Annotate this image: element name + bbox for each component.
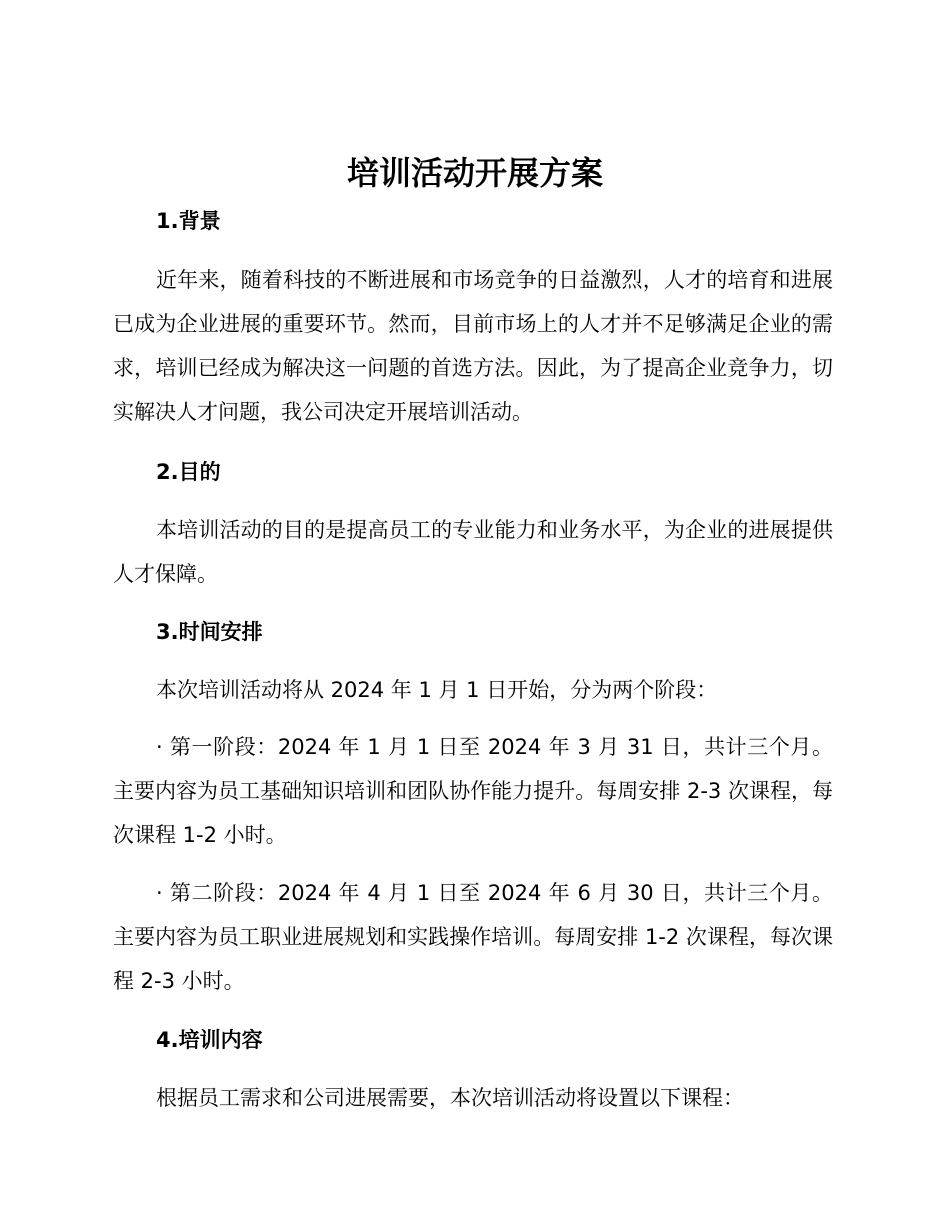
section-heading-schedule: 3.时间安排 xyxy=(156,620,263,644)
paragraph-phase-two: · 第二阶段：2024 年 4 月 1 日至 2024 年 6 月 30 日，共计三个月。主要内容为员工职业进展规划和实践操作培训。每周安排 1-2 次课程，每次课程 2-3 小时。 xyxy=(113,881,833,993)
document-title: 培训活动开展方案 xyxy=(346,154,603,192)
paragraph-content-intro: 根据员工需求和公司进展需要，本次培训活动将设置以下课程： xyxy=(156,1086,744,1110)
section-heading-purpose: 2.目的 xyxy=(156,460,221,484)
paragraph-purpose: 本培训活动的目的是提高员工的专业能力和业务水平，为企业的进展提供人才保障。 xyxy=(113,518,833,586)
section-heading-content: 4.培训内容 xyxy=(156,1028,263,1052)
paragraph-background: 近年来，随着科技的不断进展和市场竞争的日益激烈，人才的培育和进展已成为企业进展的重要环节。然而，目前市场上的人才并不足够满足企业的需求，培训已经成为解决这一问题的首选方法。因此，为了提高企业竞争力，切实解决人才问题，我公司决定开展培训活动。 xyxy=(113,268,833,424)
paragraph-phase-one: · 第一阶段：2024 年 1 月 1 日至 2024 年 3 月 31 日，共计三个月。主要内容为员工基础知识培训和团队协作能力提升。每周安排 2-3 次课程，每次课程 1-2 小时。 xyxy=(113,735,833,847)
section-heading-background: 1.背景 xyxy=(156,209,221,233)
paragraph-schedule-intro: 本次培训活动将从 2024 年 1 月 1 日开始，分为两个阶段： xyxy=(156,678,718,702)
